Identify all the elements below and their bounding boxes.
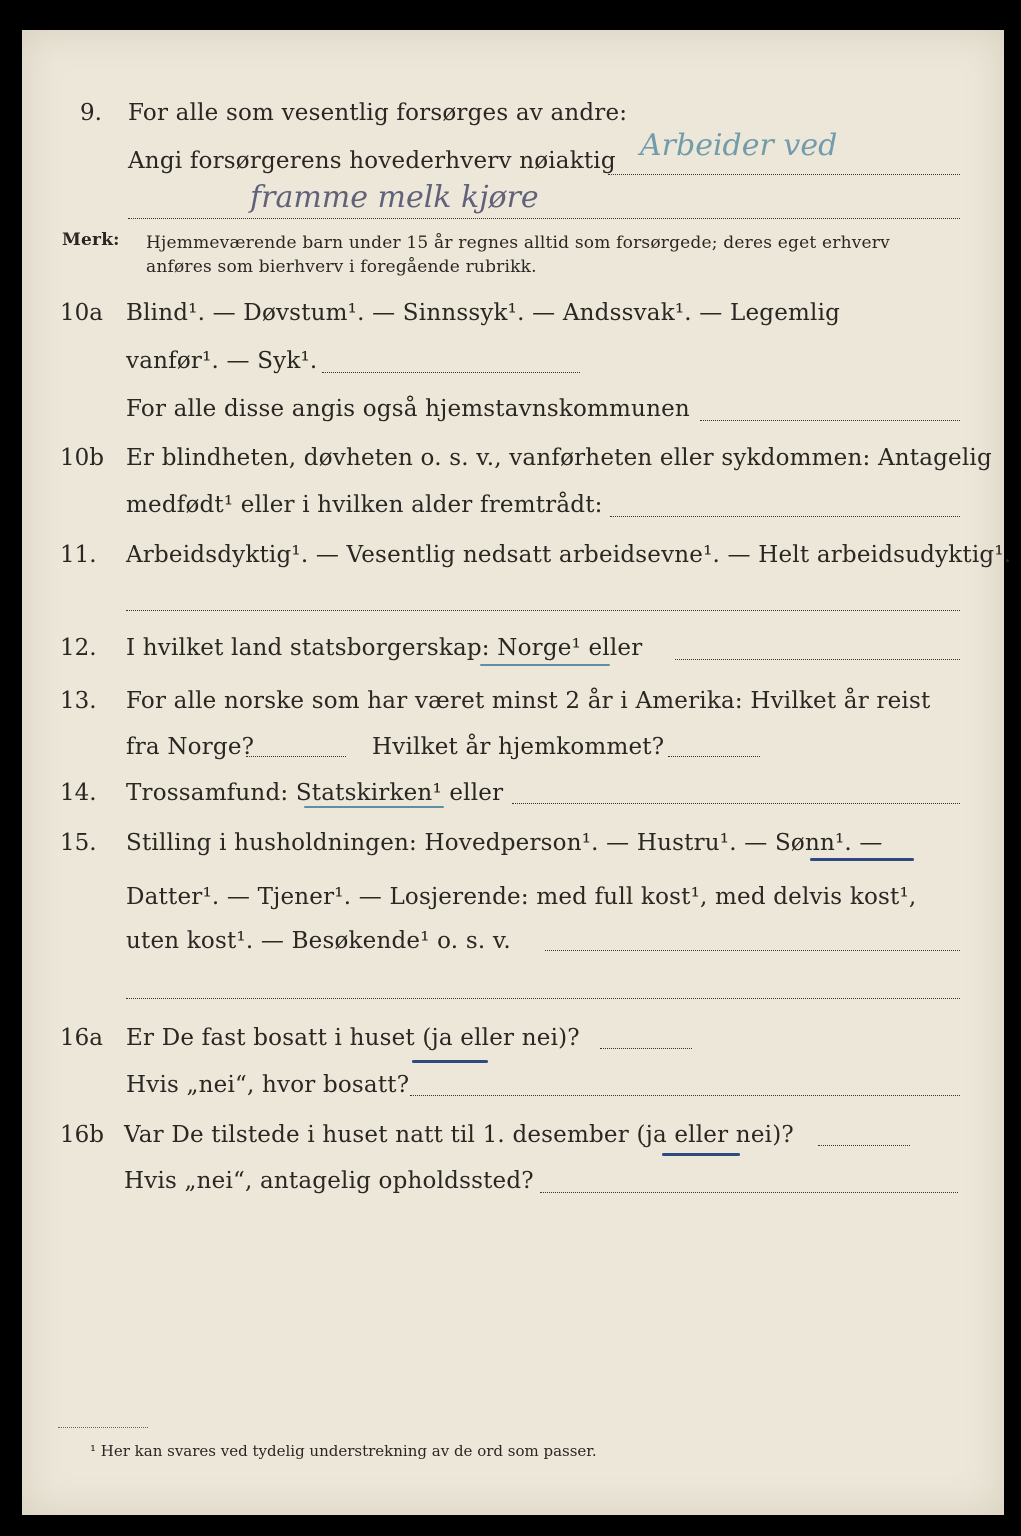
q16b-answer-line2[interactable] <box>540 1192 958 1193</box>
q12-underline-norge <box>480 664 610 666</box>
q10a-answer-line2[interactable] <box>700 420 960 421</box>
q16b-line2: Hvis „nei“, antagelig opholdssted? <box>124 1168 534 1194</box>
q12-line1: I hvilket land statsborgerskap: Norge¹ eller <box>126 635 643 661</box>
merk-label: Merk: <box>62 230 120 250</box>
q16a-line1: Er De fast bosatt i huset (ja eller nei)? <box>126 1025 580 1051</box>
q15-underline-sonn <box>810 858 914 861</box>
q13-number: 13. <box>60 688 97 714</box>
q15-answer-line1[interactable] <box>545 950 960 951</box>
q12-answer-line[interactable] <box>675 659 960 660</box>
q15-answer-line2[interactable] <box>126 998 960 999</box>
q16a-underline-ja <box>412 1060 488 1063</box>
q13-line2a: fra Norge? <box>126 734 255 760</box>
q9-answer-line2[interactable] <box>128 218 960 219</box>
q16a-line2: Hvis „nei“, hvor bosatt? <box>126 1072 410 1098</box>
merk-line2: anføres som bierhverv i foregående rubrikk. <box>146 257 537 277</box>
q16a-answer-line2[interactable] <box>410 1095 960 1096</box>
q11-line1: Arbeidsdyktig¹. — Vesentlig nedsatt arbeidsevne¹. — Helt arbeidsudyktig¹. <box>126 542 1012 568</box>
q10a-line2: vanfør¹. — Syk¹. <box>126 348 318 374</box>
q13-answer-reist[interactable] <box>246 756 346 757</box>
q10b-answer-line[interactable] <box>610 516 960 517</box>
q12-number: 12. <box>60 635 97 661</box>
q10a-answer-line1[interactable] <box>322 372 580 373</box>
q14-answer-line[interactable] <box>512 803 960 804</box>
q16b-number: 16b <box>60 1122 104 1148</box>
footnote: ¹ Her kan svares ved tydelig understrekning av de ord som passer. <box>90 1442 597 1460</box>
q10a-line3: For alle disse angis også hjemstavnskommunen <box>126 396 690 422</box>
q10b-line2: medfødt¹ eller i hvilken alder fremtrådt: <box>126 492 603 518</box>
q14-number: 14. <box>60 780 97 806</box>
q10a-line1: Blind¹. — Døvstum¹. — Sinnssyk¹. — Andssvak¹. — Legemlig <box>126 300 841 326</box>
merk-line1: Hjemmeværende barn under 15 år regnes alltid som forsørgede; deres eget erhverv <box>146 233 890 253</box>
q10b-number: 10b <box>60 445 104 471</box>
q11-answer-line[interactable] <box>126 610 960 611</box>
q10b-line1: Er blindheten, døvheten o. s. v., vanførheten eller sykdommen: Antagelig <box>126 445 992 471</box>
q16a-number: 16a <box>60 1025 103 1051</box>
q9-handwritten-1: Arbeider ved <box>640 128 838 163</box>
q16b-line1: Var De tilstede i huset natt til 1. desember (ja eller nei)? <box>124 1122 794 1148</box>
q13-line2b: Hvilket år hjemkommet? <box>372 734 665 760</box>
q11-number: 11. <box>60 542 97 568</box>
q14-underline-statskirken <box>304 806 444 808</box>
footnote-rule <box>58 1427 148 1428</box>
q14-line1: Trossamfund: Statskirken¹ eller <box>126 780 504 806</box>
q16b-answer-line1[interactable] <box>818 1145 910 1146</box>
q13-line1: For alle norske som har været minst 2 år i Amerika: Hvilket år reist <box>126 688 931 714</box>
q15-line3: uten kost¹. — Besøkende¹ o. s. v. <box>126 928 511 954</box>
q15-line1: Stilling i husholdningen: Hovedperson¹. — Hustru¹. — Sønn¹. — <box>126 830 883 856</box>
q15-number: 15. <box>60 830 97 856</box>
q9-answer-line1[interactable] <box>608 174 960 175</box>
q9-line2: Angi forsørgerens hovederhverv nøiaktig <box>128 148 616 174</box>
q9-number: 9. <box>80 100 102 126</box>
q13-answer-hjemkommet[interactable] <box>668 756 760 757</box>
q16a-answer-line1[interactable] <box>600 1048 692 1049</box>
q9-line1: For alle som vesentlig forsørges av andre: <box>128 100 628 126</box>
q15-line2: Datter¹. — Tjener¹. — Losjerende: med full kost¹, med delvis kost¹, <box>126 884 917 910</box>
q10a-number: 10a <box>60 300 103 326</box>
q16b-underline-ja <box>662 1153 740 1156</box>
q9-handwritten-2: framme melk kjøre <box>250 180 539 215</box>
